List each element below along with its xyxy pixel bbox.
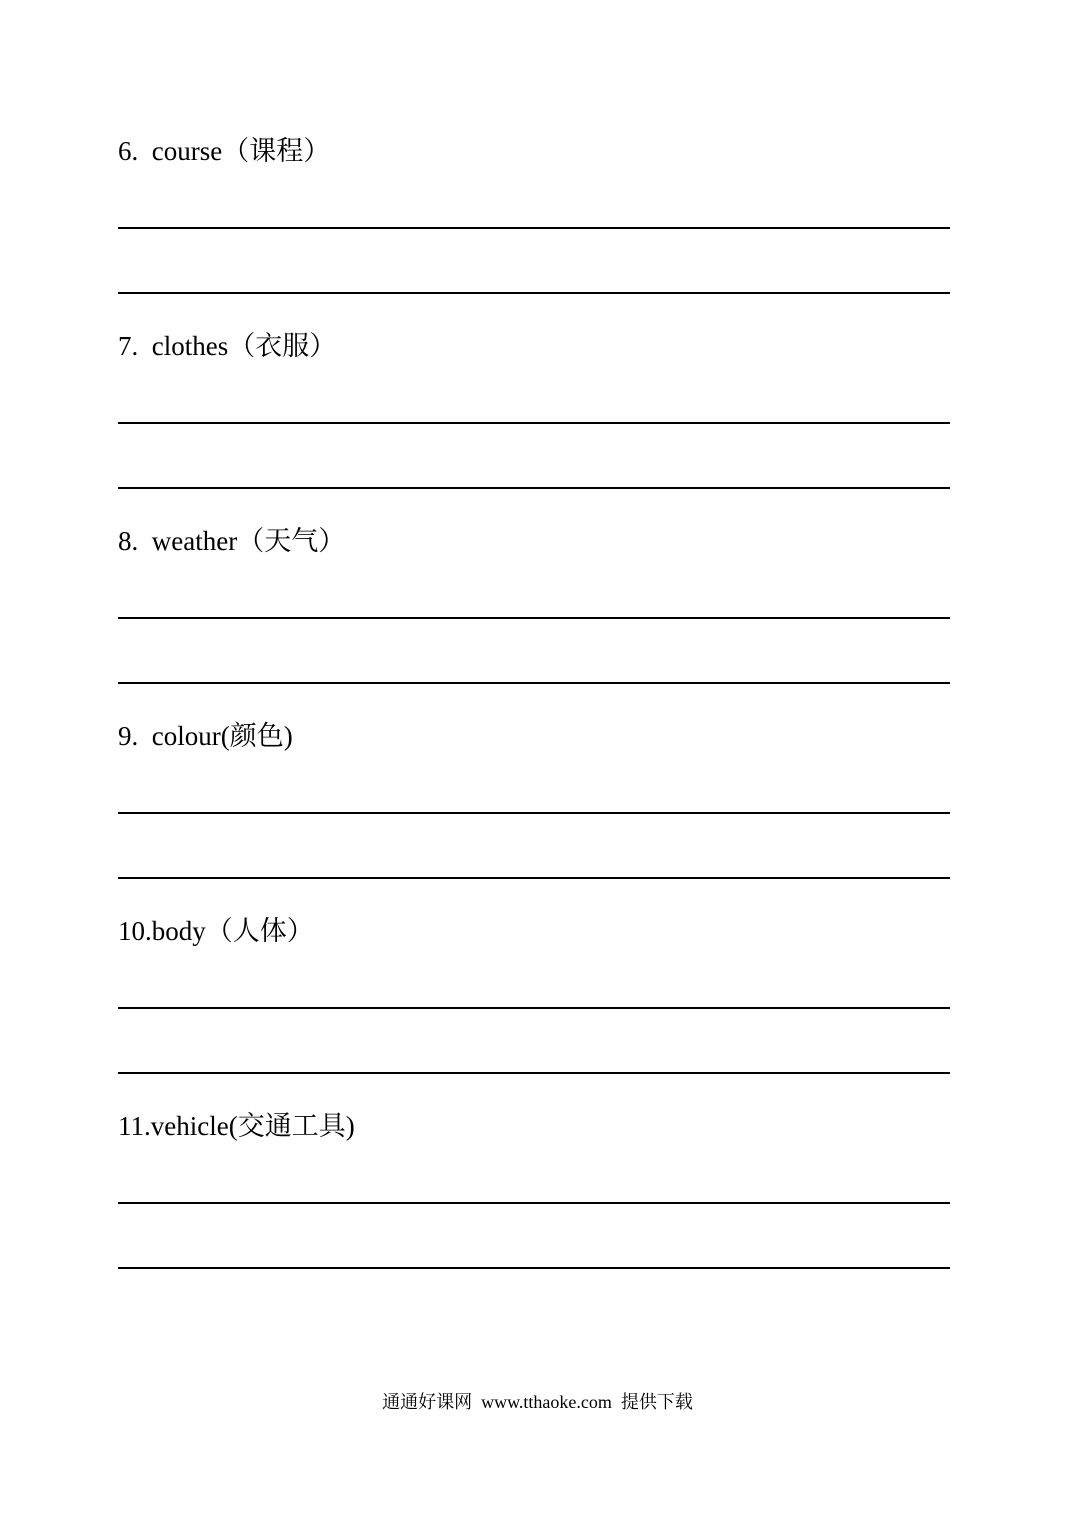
item-number: 7. <box>118 331 139 361</box>
answer-line <box>118 227 950 229</box>
item-number: 6. <box>118 136 139 166</box>
answer-line <box>118 1072 950 1074</box>
answer-line <box>118 1202 950 1204</box>
answer-line <box>118 1007 950 1009</box>
answer-line <box>118 487 950 489</box>
item-text: colour(颜色) <box>151 721 293 751</box>
page-footer: 通通好课网 www.tthaoke.com 提供下载 <box>382 1392 693 1412</box>
prompt-item-7 <box>118 329 336 363</box>
answer-line <box>118 292 950 294</box>
item-number: 9. <box>118 721 139 751</box>
item-text: weather（天气） <box>151 526 346 556</box>
item-text: clothes（衣服） <box>151 331 337 361</box>
answer-line <box>118 812 950 814</box>
answer-line <box>118 682 950 684</box>
item-text: vehicle(交通工具) <box>150 1111 355 1141</box>
prompt-item-8 <box>118 524 345 558</box>
answer-line <box>118 617 950 619</box>
answer-line <box>118 877 950 879</box>
prompt-item-10 <box>118 914 314 948</box>
prompt-item-11 <box>118 1109 355 1143</box>
item-text: course（课程） <box>151 136 331 166</box>
item-number: 10. <box>118 916 152 946</box>
prompt-item-6 <box>118 134 330 168</box>
answer-line <box>118 422 950 424</box>
answer-line <box>118 1267 950 1269</box>
item-number: 11. <box>118 1111 151 1141</box>
item-number: 8. <box>118 526 139 556</box>
prompt-item-9 <box>118 719 293 753</box>
item-text: body（人体） <box>151 916 314 946</box>
